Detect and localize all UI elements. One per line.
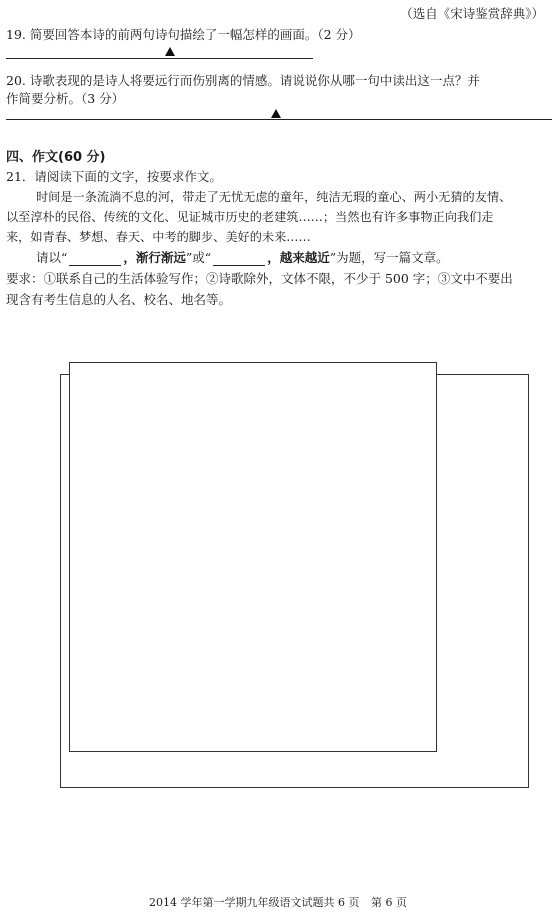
passage-line: 时间是一条流淌不息的河，带走了无忧无虑的童年，纯洁无瑕的童心、两小无猜的友情、: [36, 190, 512, 204]
answer-line-20: [6, 119, 552, 120]
prompt-phrase-1: ，渐行渐远: [123, 250, 186, 265]
question-20-line2: 作简要分析。（3 分）: [6, 91, 125, 106]
prompt-text: ”为题，写一篇文章。: [329, 250, 449, 265]
footer-info: 2014 学年第一学期九年级语文试题共 6 页: [149, 896, 360, 909]
page-number: 第 6 页: [370, 896, 407, 909]
question-21-intro: 21．请阅读下面的文字，按要求作文。: [6, 169, 222, 184]
blank-2: [213, 253, 265, 266]
answer-marker-icon: [165, 47, 175, 56]
blank-1: [69, 253, 121, 266]
requirements-line-1: 要求：①联系自己的生活体验写作；②诗歌除外，文体不限，不少于 500 字；③文中不要出: [6, 271, 513, 286]
essay-prompt: [36, 248, 449, 266]
passage-line: 以至淳朴的民俗、传统的文化、见证城市历史的老建筑……；当然也有许多事物正向我们走: [6, 210, 494, 224]
passage-line: 来，如青春、梦想、春天、中考的脚步、美好的未来……: [6, 230, 311, 244]
requirements-line-2: 现含有考生信息的人名、校名、地名等。: [6, 292, 232, 307]
image-frame-front: [69, 362, 437, 752]
question-20: 20. 诗歌表现的是诗人将要远行而伤别离的情感。请说说你从哪一句中读出这一点？并: [6, 73, 480, 88]
page-footer: [0, 894, 556, 910]
answer-line-19: [6, 58, 313, 59]
section-title: 四、作文(60 分): [6, 150, 106, 165]
source-note: （选自《宋诗鉴赏辞典》）: [400, 6, 544, 21]
question-19: 19. 简要回答本诗的前两句诗句描绘了一幅怎样的画面。（2 分）: [6, 27, 361, 42]
prompt-text: 请以“: [36, 250, 68, 265]
answer-marker-icon: [271, 109, 281, 118]
prompt-phrase-2: ，越来越近: [267, 250, 330, 265]
prompt-text: ”或“: [185, 250, 212, 265]
